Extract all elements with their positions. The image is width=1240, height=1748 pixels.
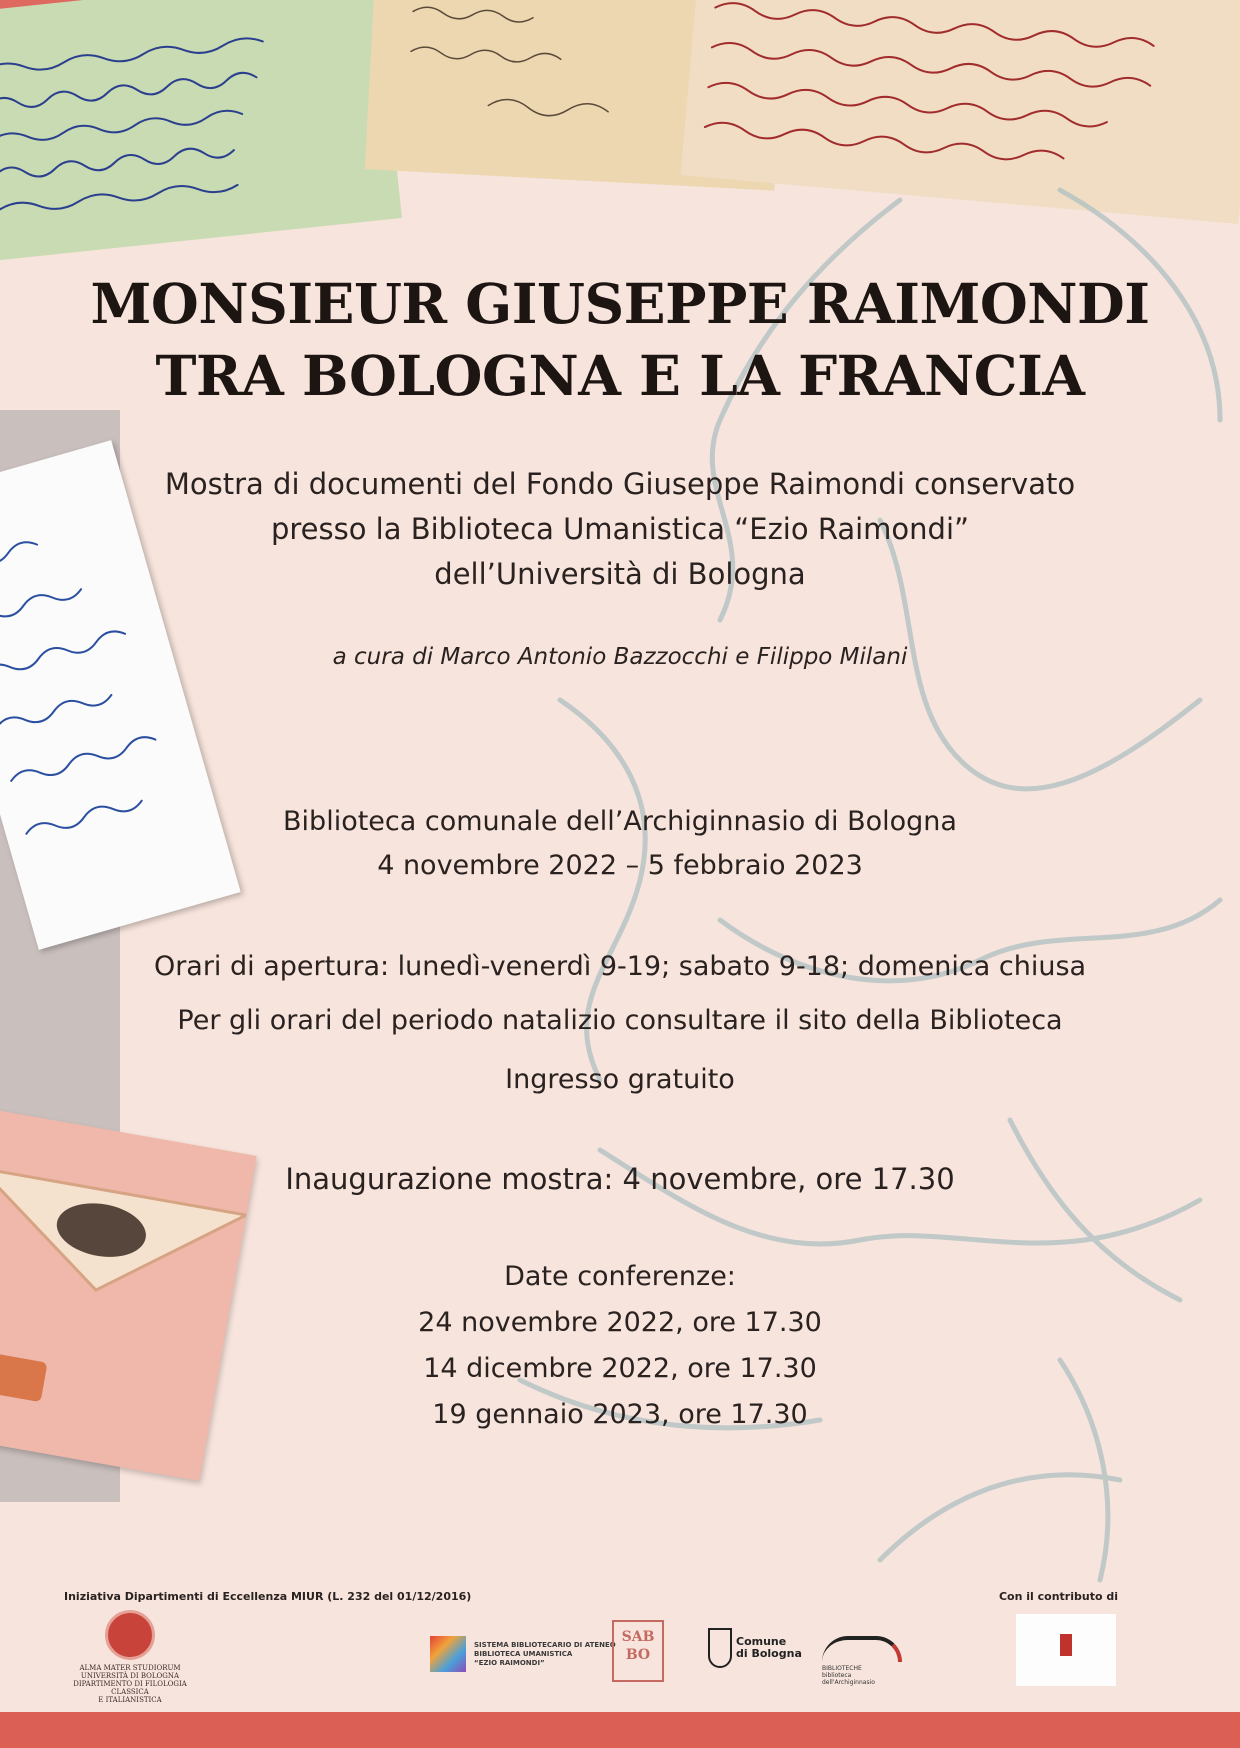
- subtitle-line-2: presso la Biblioteca Umanistica “Ezio Raimondi”: [270, 512, 970, 546]
- archiginnasio-logo: [822, 1636, 902, 1686]
- biblioteca-umanistica-text: SISTEMA BIBLIOTECARIO DI ATENEO BIBLIOTECA UMANISTICA “EZIO RAIMONDI”: [474, 1640, 616, 1667]
- foundation-mark-icon: [1060, 1634, 1072, 1656]
- title-line-2: TRA BOLOGNA E LA FRANCIA: [155, 343, 1085, 408]
- unibo-logo: [70, 1610, 190, 1704]
- conference-date: 24 novembre 2022, ore 17.30: [418, 1307, 822, 1338]
- sponsor-foundation-logo: [1016, 1614, 1116, 1686]
- sponsor-initiative-label: Iniziativa Dipartimenti di Eccellenza MIUR (L. 232 del 01/12/2016): [64, 1590, 472, 1603]
- contribution-label: Con il contributo di: [998, 1590, 1118, 1603]
- exhibition-description: [80, 462, 1160, 597]
- archiginnasio-arch-icon: [822, 1636, 902, 1662]
- archiginnasio-logo-text: BIBLIOTECHE biblioteca dell'Archiginnasio: [822, 1665, 875, 1686]
- bottom-red-band: [0, 1712, 1240, 1748]
- poster-title: [60, 268, 1180, 412]
- comune-logo-text: Comune di Bologna: [736, 1635, 802, 1660]
- unibo-seal-icon: [105, 1610, 155, 1660]
- unibo-logo-text: ALMA MATER STUDIORUM UNIVERSITÀ DI BOLOGNA DIPARTIMENTO DI FILOLOGIA CLASSICA E ITALIANISTICA: [73, 1664, 187, 1704]
- venue-info: [80, 800, 1160, 888]
- sab-logo: SAB BO: [612, 1620, 664, 1682]
- curators-credit: a cura di Marco Antonio Bazzocchi e Filippo Milani: [332, 644, 908, 670]
- title-line-1: MONSIEUR GIUSEPPE RAIMONDI: [90, 271, 1150, 336]
- conference-heading: Date conferenze:: [504, 1261, 736, 1292]
- venue-name: Biblioteca comunale dell’Archiginnasio di Bologna: [283, 806, 957, 837]
- biblioteca-umanistica-logo: [430, 1636, 616, 1672]
- conference-date: 19 gennaio 2023, ore 17.30: [432, 1399, 808, 1430]
- conference-date: 14 dicembre 2022, ore 17.30: [423, 1353, 817, 1384]
- comune-crest-icon: [708, 1628, 732, 1668]
- comune-di-bologna-logo: [708, 1628, 802, 1668]
- holiday-hours-note: Per gli orari del periodo natalizio consultare il sito della Biblioteca: [177, 1005, 1063, 1036]
- biblioteca-umanistica-mark-icon: [430, 1636, 466, 1672]
- exhibition-dates: 4 novembre 2022 – 5 febbraio 2023: [377, 850, 863, 881]
- subtitle-line-3: dell’Università di Bologna: [434, 557, 806, 591]
- inauguration-info: Inaugurazione mostra: 4 novembre, ore 17.30: [285, 1162, 955, 1196]
- subtitle-line-1: Mostra di documenti del Fondo Giuseppe Raimondi conservato: [164, 467, 1076, 501]
- opening-hours: [60, 940, 1180, 1048]
- opening-hours-line: Orari di apertura: lunedì-venerdì 9-19; sabato 9-18; domenica chiusa: [153, 951, 1087, 982]
- conference-dates: [80, 1254, 1160, 1438]
- admission-info: Ingresso gratuito: [505, 1064, 735, 1095]
